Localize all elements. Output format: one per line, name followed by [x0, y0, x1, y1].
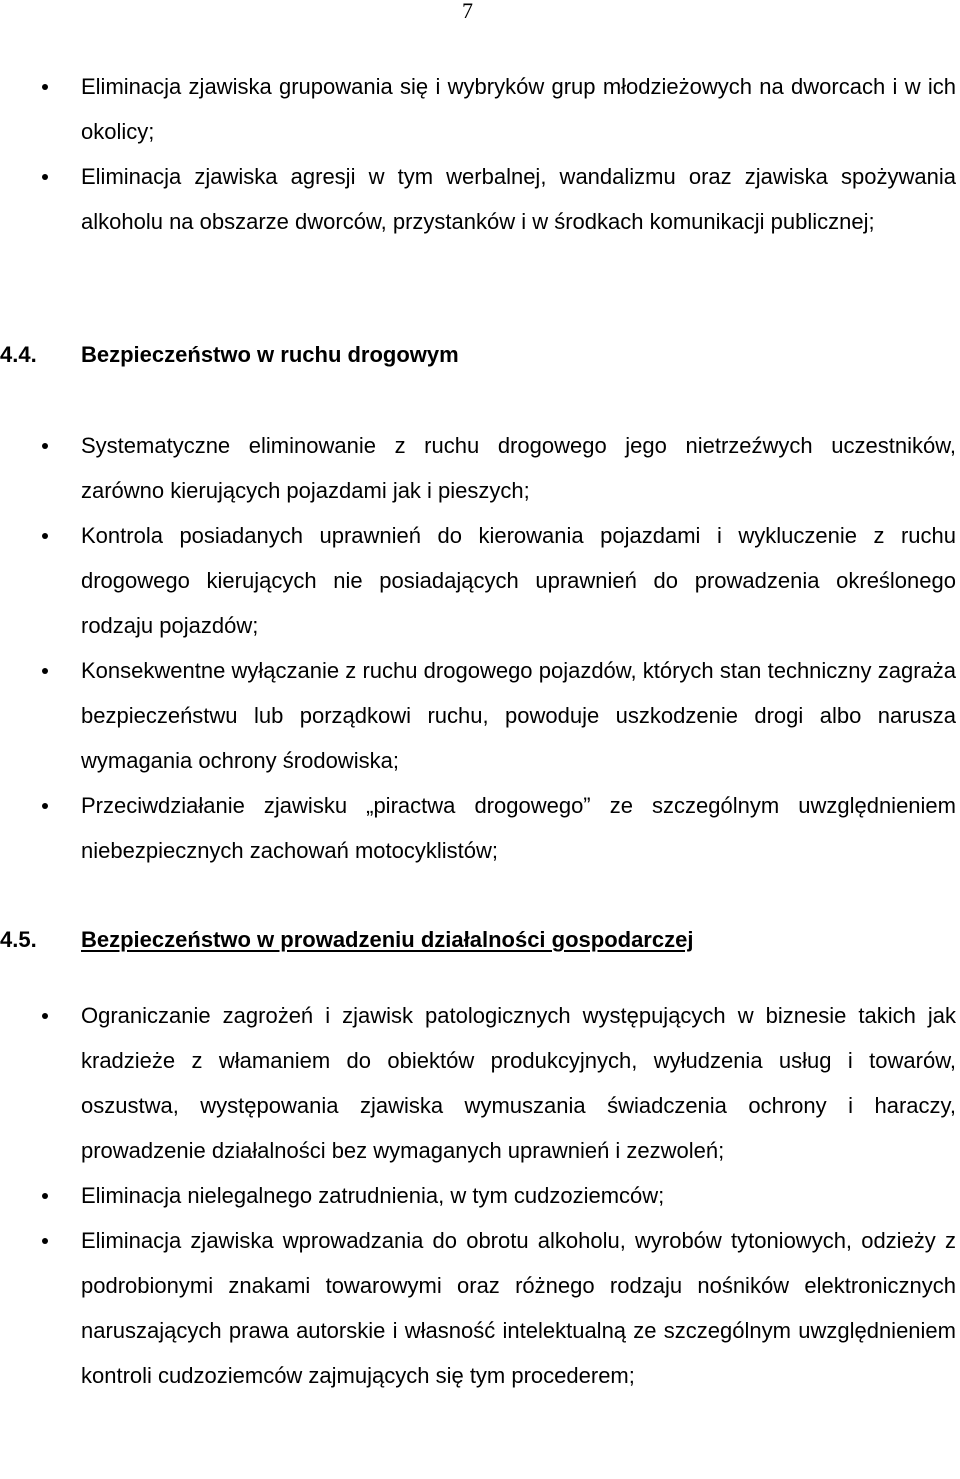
- list-item-text: Eliminacja nielegalnego zatrudnienia, w tym cudzoziemców;: [81, 1183, 665, 1208]
- section-number: 4.4.: [0, 342, 37, 367]
- bullet-icon: [42, 1193, 48, 1199]
- bullet-list-dworce: [0, 64, 960, 244]
- list-item: [0, 64, 960, 154]
- list-item: [0, 513, 960, 648]
- section-number: 4.5.: [0, 927, 37, 952]
- bullet-list-ruch-drogowy: [0, 423, 960, 873]
- list-item-text: Eliminacja zjawiska wprowadzania do obrotu alkoholu, wyrobów tytoniowych, odzieży z podrobionymi znakami towarowymi oraz różnego rodzaju nośników elektronicznych naruszających prawa autorskie i własność intelektualną ze szczególnym uwzględnieniem kontroli cudzoziemców zajmujących się tym procederem;: [81, 1228, 956, 1388]
- list-item: [0, 993, 960, 1173]
- list-item: [0, 1218, 960, 1398]
- list-item-text: Kontrola posiadanych uprawnień do kierowania pojazdami i wykluczenie z ruchu drogowego kierujących nie posiadających uprawnień do prowadzenia określonego rodzaju pojazdów;: [81, 523, 956, 638]
- bullet-icon: [42, 1013, 48, 1019]
- list-item: [0, 783, 960, 873]
- list-item: [0, 154, 960, 244]
- list-item: [0, 1173, 960, 1218]
- page-number: 7: [462, 0, 473, 23]
- list-item-text: Eliminacja zjawiska grupowania się i wybryków grup młodzieżowych na dworcach i w ich okolicy;: [81, 74, 956, 144]
- list-item-text: Eliminacja zjawiska agresji w tym werbalnej, wandalizmu oraz zjawiska spożywania alkoholu na obszarze dworców, przystanków i w środkach komunikacji publicznej;: [81, 164, 956, 234]
- section-title: Bezpieczeństwo w prowadzeniu działalności gospodarczej: [81, 927, 694, 952]
- bullet-icon: [42, 668, 48, 674]
- bullet-icon: [42, 84, 48, 90]
- list-item-text: Systematyczne eliminowanie z ruchu drogowego jego nietrzeźwych uczestników, zarówno kierujących pojazdami jak i pieszych;: [81, 433, 956, 503]
- list-item-text: Przeciwdziałanie zjawisku „piractwa drogowego” ze szczególnym uwzględnieniem niebezpiecznych zachowań motocyklistów;: [81, 793, 956, 863]
- bullet-icon: [42, 533, 48, 539]
- bullet-icon: [42, 803, 48, 809]
- section-title: Bezpieczeństwo w ruchu drogowym: [81, 342, 459, 367]
- list-item-text: Ograniczanie zagrożeń i zjawisk patologicznych występujących w biznesie takich jak kradzieże z włamaniem do obiektów produkcyjnych, wyłudzenia usług i towarów, oszustwa, występowania zjawiska wymuszania świadczenia ochrony i haraczy, prowadzenie działalności bez wymaganych uprawnień i zezwoleń;: [81, 1003, 956, 1163]
- list-item: [0, 423, 960, 513]
- bullet-icon: [42, 174, 48, 180]
- list-item-text: Konsekwentne wyłączanie z ruchu drogowego pojazdów, których stan techniczny zagraża bezpieczeństwu lub porządkowi ruchu, powoduje uszkodzenie drogi albo narusza wymagania ochrony środowiska;: [81, 658, 956, 773]
- bullet-list-dzialalnosc-gospodarcza: [0, 993, 960, 1398]
- bullet-icon: [42, 443, 48, 449]
- bullet-icon: [42, 1238, 48, 1244]
- list-item: [0, 648, 960, 783]
